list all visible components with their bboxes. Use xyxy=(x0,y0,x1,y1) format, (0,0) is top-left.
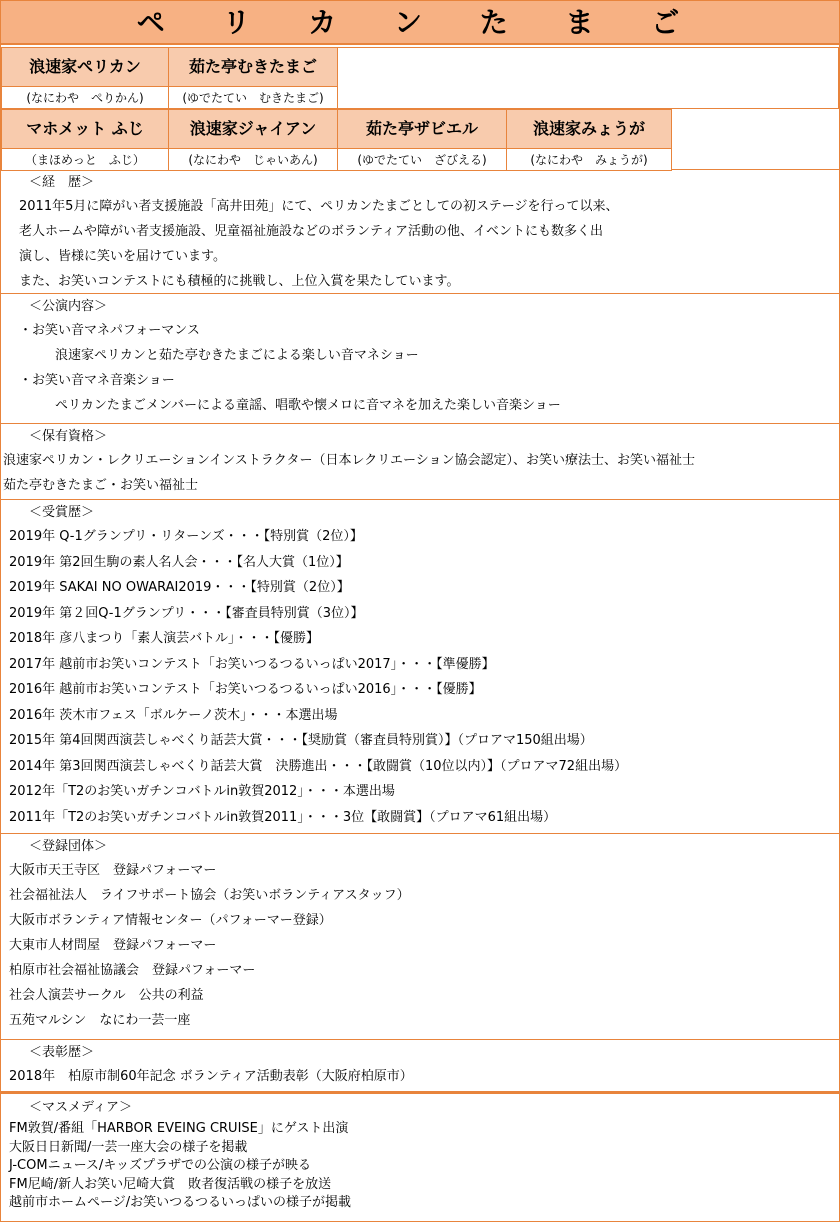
organization-line: 大阪市ボランティア情報センター（パフォーマー登録） xyxy=(9,913,332,928)
member-grid xyxy=(1,45,839,170)
career-section xyxy=(1,170,839,294)
award-line: 2015年 第4回関西演芸しゃべくり話芸大賞・・・【奨励賞（審査員特別賞）】（プロアマ150組出場） xyxy=(9,733,593,748)
media-section xyxy=(1,1092,839,1220)
section-heading: ＜登録団体＞ xyxy=(29,839,108,854)
member-cell xyxy=(506,109,672,171)
member-reading: (ゆでたてい ざびえる) xyxy=(357,153,487,167)
organizations-section xyxy=(1,834,839,1040)
award-line: 2019年 第2回生駒の素人名人会・・・【名人大賞（1位）】 xyxy=(9,554,349,570)
performance-desc: ペリカンたまごメンバーによる童謡、唱歌や懐メロに音マネを加えた楽しい音楽ショー xyxy=(55,398,561,413)
member-cell xyxy=(1,47,169,109)
organization-line: 柏原市社会福祉協議会 登録パフォーマー xyxy=(9,963,256,978)
member-cell xyxy=(337,109,507,171)
qualifications-section xyxy=(1,424,839,500)
section-heading: ＜受賞歴＞ xyxy=(29,505,95,520)
member-name: 茹た亭むきたまご xyxy=(169,48,337,87)
award-line: 2016年 茨木市フェス「ボルケーノ茨木」・・・本選出場 xyxy=(9,707,338,723)
media-line: 大阪日日新聞/一芸一座大会の様子を掲載 xyxy=(9,1139,248,1155)
career-line: また、お笑いコンテストにも積極的に挑戦し、上位入賞を果たしています。 xyxy=(19,274,460,289)
member-reading: (ゆでたてい むきたまご) xyxy=(182,91,324,105)
media-line: FM尼崎/新人お笑い尼崎大賞 敗者復活戦の様子を放送 xyxy=(9,1176,332,1192)
media-line: 越前市ホームページ/お笑いつるつるいっぱいの様子が掲載 xyxy=(9,1195,351,1210)
career-line: 演し、皆様に笑いを届けています。 xyxy=(19,249,226,264)
career-line: 老人ホームや障がい者支援施設、児童福祉施設などのボランティア活動の他、イベントにも数多く出 xyxy=(19,224,603,239)
organization-line: 五苑マルシン なにわ一芸一座 xyxy=(9,1013,191,1028)
award-line: 2019年 第２回Q-1グランプリ・・・【審査員特別賞（3位）】 xyxy=(9,605,364,621)
award-line: 2016年 越前市お笑いコンテスト「お笑いつるつるいっぱい2016」・・・【優勝】 xyxy=(9,682,482,697)
section-heading: ＜保有資格＞ xyxy=(29,429,108,444)
organization-line: 大東市人材問屋 登録パフォーマー xyxy=(9,938,217,953)
member-reading: （まほめっと ふじ） xyxy=(25,153,145,167)
empty-cell xyxy=(337,47,839,109)
organization-line: 大阪市天王寺区 登録パフォーマー xyxy=(9,863,217,878)
member-cell xyxy=(168,47,338,109)
member-reading: (なにわや ぺりかん) xyxy=(26,91,144,105)
section-heading: ＜公演内容＞ xyxy=(29,299,108,314)
organization-line: 社会福祉法人 ライフサポート協会（お笑いボランティアスタッフ） xyxy=(9,888,410,903)
qualification-line: 浪速家ペリカン・レクリエーションインストラクター（日本レクリエーション協会認定）、お笑い療法士、お笑い福祉士 xyxy=(3,453,695,468)
member-name: 茹た亭ザビエル xyxy=(338,110,506,149)
media-line: J-COMニュース/キッズプラザでの公演の様子が映る xyxy=(9,1158,312,1173)
qualification-line: 茹た亭むきたまご・お笑い福祉士 xyxy=(3,478,199,493)
page-title: ペ リ カ ン た ま ご xyxy=(1,1,839,45)
member-reading: (なにわや じゃいあん) xyxy=(188,153,318,167)
performance-title: ・お笑い音マネ音楽ショー xyxy=(19,373,175,388)
performance-title: ・お笑い音マネパフォーマンス xyxy=(19,323,200,338)
member-name: 浪速家ペリカン xyxy=(2,48,168,87)
commendations-section xyxy=(1,1040,839,1092)
member-name: 浪速家みょうが xyxy=(507,110,671,149)
award-line: 2019年 SAKAI NO OWARAI2019・・・【特別賞（2位）】 xyxy=(9,580,350,595)
commendation-line: 2018年 柏原市制60年記念 ボランティア活動表彰（大阪府柏原市） xyxy=(9,1069,413,1084)
career-line: 2011年5月に障がい者支援施設「高井田苑」にて、ペリカンたまごとしての初ステージを行って以来、 xyxy=(19,199,619,214)
member-cell xyxy=(168,109,338,171)
media-line: FM敦賀/番組「HARBOR EVEING CRUISE」にゲスト出演 xyxy=(9,1121,349,1136)
organization-line: 社会人演芸サークル 公共の利益 xyxy=(9,988,204,1003)
performance-section xyxy=(1,294,839,424)
award-line: 2018年 彦八まつり「素人演芸バトル」・・・【優勝】 xyxy=(9,631,319,646)
awards-section xyxy=(1,500,839,834)
member-name: マホメット ふじ xyxy=(2,110,168,149)
section-heading: ＜マスメディア＞ xyxy=(29,1100,132,1115)
performance-desc: 浪速家ペリカンと茹た亭むきたまごによる楽しい音マネショー xyxy=(55,348,419,363)
award-line: 2014年 第3回関西演芸しゃべくり話芸大賞 決勝進出・・・【敢闘賞（10位以内）】（プロアマ72組出場） xyxy=(9,758,628,774)
award-line: 2011年「T2のお笑いガチンコバトルin敦賀2011」・・・3位【敢闘賞】（プロアマ61組出場） xyxy=(9,809,557,825)
award-line: 2012年「T2のお笑いガチンコバトルin敦賀2012」・・・本選出場 xyxy=(9,784,395,799)
award-line: 2019年 Q-1グランプリ・リターンズ・・・【特別賞（2位）】 xyxy=(9,529,363,544)
section-heading: ＜経 歴＞ xyxy=(29,175,95,190)
member-cell xyxy=(1,109,169,171)
member-reading: (なにわや みょうが) xyxy=(530,153,648,167)
section-heading: ＜表彰歴＞ xyxy=(29,1045,95,1060)
award-line: 2017年 越前市お笑いコンテスト「お笑いつるつるいっぱい2017」・・・【準優勝】 xyxy=(9,656,495,672)
member-name: 浪速家ジャイアン xyxy=(169,110,337,149)
